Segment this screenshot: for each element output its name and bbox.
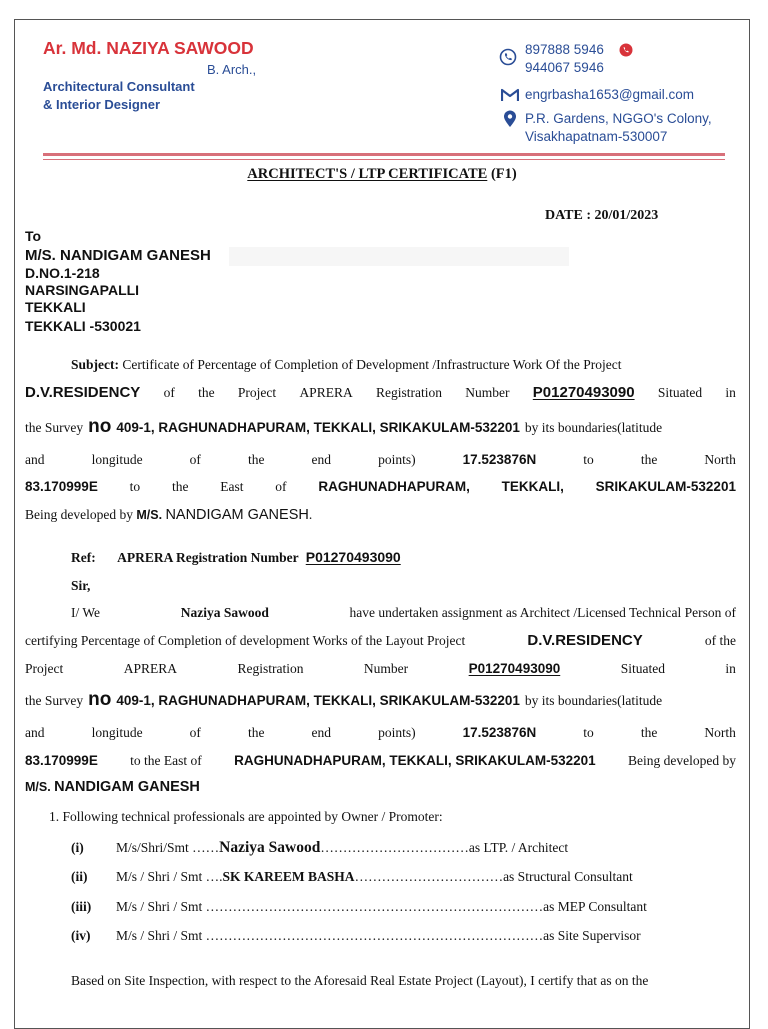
body-line-3: Project APRERA Registration Number P01270493090 Situated in xyxy=(25,661,736,676)
architect-title-line2: & Interior Designer xyxy=(43,97,161,112)
survey-location: 409-1, RAGHUNADHAPURAM, TEKKALI, SRIKAKULAM-532201 xyxy=(116,420,520,435)
architect-name-body: Naziya Sawood xyxy=(180,605,269,620)
recipient-name-highlight xyxy=(229,247,569,266)
body-line-5: and longitude of the end points) 17.523876N to the North xyxy=(25,725,736,740)
to-label: To xyxy=(25,228,42,244)
address-line-2: Visakhapatnam-530007 xyxy=(525,129,668,144)
address-line-1: P.R. Gardens, NGGO's Colony, xyxy=(525,111,712,126)
registration-number: P01270493090 xyxy=(532,384,635,401)
email-address: engrbasha1653@gmail.com xyxy=(525,87,695,102)
subject-line xyxy=(71,357,622,373)
ref-registration-number: P01270493090 xyxy=(305,549,401,565)
architect-title-line1: Architectural Consultant xyxy=(43,79,195,94)
subject-line-3: the Survey no 409-1, RAGHUNADHAPURAM, TEKKALI, SRIKAKULAM-532201 by its boundaries(latitude xyxy=(25,416,663,437)
professional-name: Naziya Sawood xyxy=(219,839,321,856)
mail-icon xyxy=(501,88,519,102)
certificate-form-code: (F1) xyxy=(490,166,517,182)
professional-item: (iv) M/s / Shri / Smt …………………………………………………………………as Site Supervisor xyxy=(71,928,641,943)
certificate-title-text: ARCHITECT'S / LTP CERTIFICATE xyxy=(247,166,488,182)
project-name: D.V.RESIDENCY xyxy=(25,384,141,401)
recipient-address-line1: D.NO.1-218 xyxy=(25,265,100,281)
phone-icon xyxy=(499,48,517,66)
body-line-2: certifying Percentage of Completion of development Works of the Layout Project D.V.RESIDENCY of the xyxy=(25,632,736,649)
professional-item: (iii) M/s / Shri / Smt …………………………………………………………………as MEP Consultant xyxy=(71,899,647,914)
body-line-1: I/ We Naziya Sawood have undertaken assignment as Architect /Licensed Technical Person of xyxy=(71,605,736,620)
subject-text: Certificate of Percentage of Completion of Development /Infrastructure Work Of the Project xyxy=(122,357,622,372)
subject-line-2: D.V.RESIDENCY of the Project APRERA Registration Number P01270493090 Situated in xyxy=(25,384,736,401)
architect-name: Ar. Md. NAZIYA SAWOOD xyxy=(43,38,254,58)
subject-line-6: Being developed by M/S. NANDIGAM GANESH. xyxy=(25,507,313,523)
recipient-address-line2: NARSINGAPALLI xyxy=(25,282,140,298)
body-line-6: 83.170999E to the East of RAGHUNADHAPURAM, TEKKALI, SRIKAKULAM-532201 Being developed by xyxy=(25,753,736,768)
certificate-date: DATE : 20/01/2023 xyxy=(545,208,659,223)
recipient-name: M/S. NANDIGAM GANESH xyxy=(25,247,211,264)
location-pin-icon xyxy=(503,110,517,128)
closing-line: Based on Site Inspection, with respect to the Aforesaid Real Estate Project (Layout), I certify that as on the xyxy=(71,973,649,988)
ref-line: Ref: APRERA Registration Number P01270493090 xyxy=(71,549,401,565)
whatsapp-icon xyxy=(619,43,633,57)
longitude-value: 83.170999E xyxy=(25,479,98,494)
certificate-title xyxy=(15,166,749,183)
recipient-address-line4: TEKKALI -530021 xyxy=(25,318,141,334)
latitude-value: 17.523876N xyxy=(462,452,537,467)
body-line-4: the Survey no 409-1, RAGHUNADHAPURAM, TEKKALI, SRIKAKULAM-532201 by its boundaries(latitude xyxy=(25,689,663,710)
professional-name: SK KAREEM BASHA xyxy=(222,869,355,884)
header-divider-thin xyxy=(43,159,725,160)
salutation: Sir, xyxy=(71,578,91,593)
phone-number-1: 897888 5946 xyxy=(525,42,604,57)
professional-item: (i) M/s/Shri/Smt ……Naziya Sawood……………………………as LTP. / Architect xyxy=(71,839,569,856)
architect-degree: B. Arch., xyxy=(207,62,257,77)
subject-line-5: 83.170999E to the East of RAGHUNADHAPURAM, TEKKALI, SRIKAKULAM-532201 xyxy=(25,479,736,494)
header-divider-thick xyxy=(43,153,725,156)
recipient-address-line3: TEKKALI xyxy=(25,299,86,315)
subject-line-4: and longitude of the end points) 17.523876N to the North xyxy=(25,452,736,467)
phone-number-2: 944067 5946 xyxy=(525,60,604,75)
professionals-heading: 1. Following technical professionals are appointed by Owner / Promoter: xyxy=(49,809,443,824)
body-line-7: M/S. NANDIGAM GANESH xyxy=(25,779,200,795)
subject-label: Subject: xyxy=(71,357,119,372)
professional-item: (ii) M/s / Shri / Smt ….SK KAREEM BASHA……………………………as Structural Consultant xyxy=(71,869,633,884)
certificate-page xyxy=(14,19,750,1029)
developer-name: NANDIGAM GANESH xyxy=(165,507,309,523)
